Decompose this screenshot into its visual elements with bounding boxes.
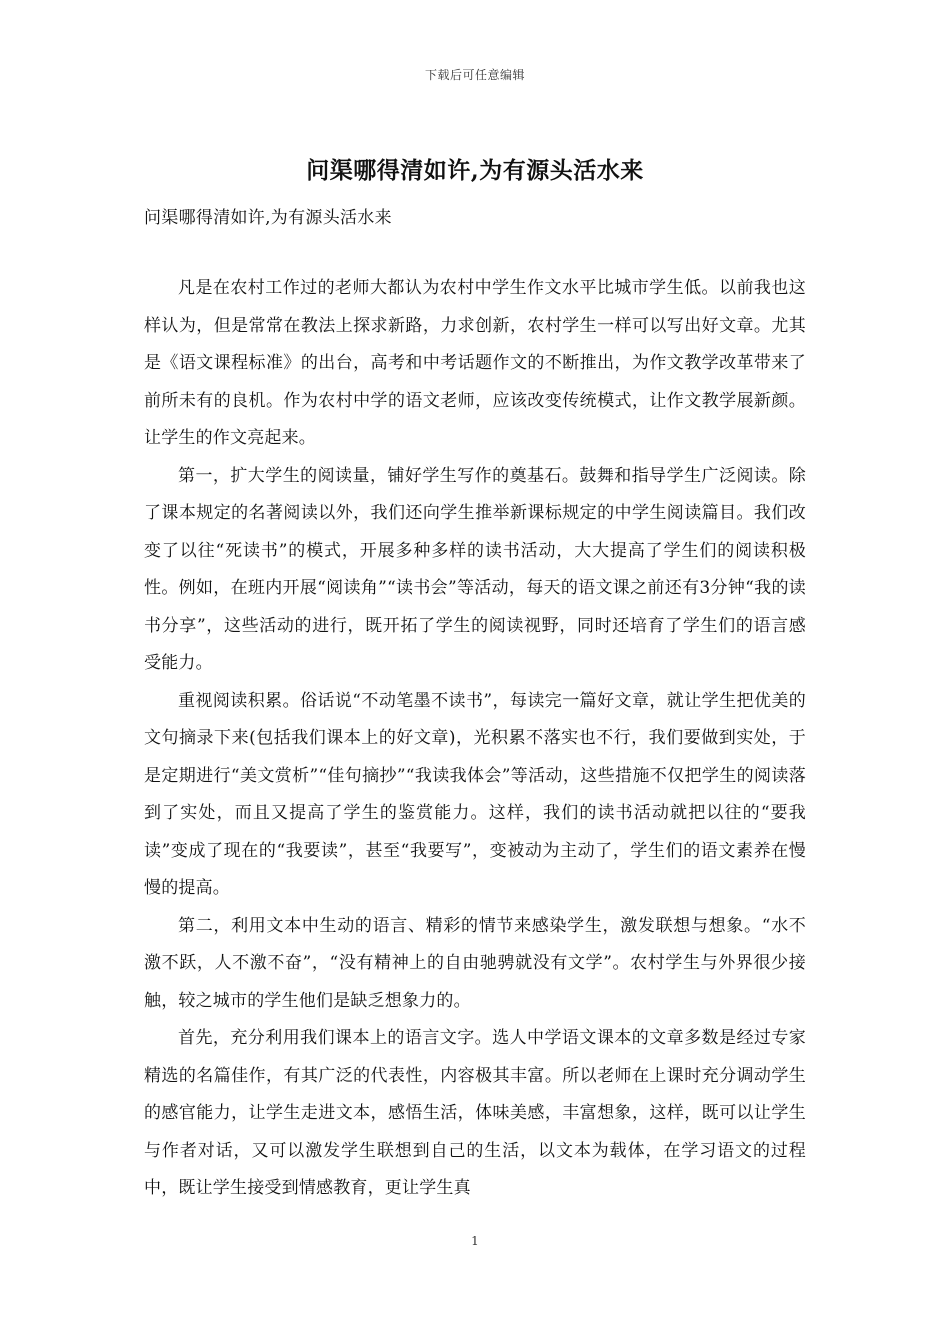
header-note: 下载后可任意编辑	[424, 68, 525, 82]
document-subtitle: 问渠哪得清如许,为有源头活水来	[144, 208, 392, 228]
paragraph-textbook: 首先，充分利用我们课本上的语言文字。选人中学语文课本的文章多数是经过专家精选的名篇佳作，有其广泛的代表性，内容极其丰富。所以老师在上课时充分调动学生的感官能力，让学生走进文本，感悟生活，体味美感，丰富想象，这样，既可以让学生与作者对话，又可以激发学生联想到自己的生活，以文本为载体，在学习语文的过程中，既让学生接受到情感教育，更让学生真	[144, 1028, 806, 1198]
page-number: 1	[471, 1234, 479, 1248]
paragraph-intro: 凡是在农村工作过的老师大都认为农村中学生作文水平比城市学生低。以前我也这样认为，但是常常在教法上探求新路，力求创新，农村学生一样可以写出好文章。尤其是《语文课程标准》的出台，高考和中考话题作文的不断推出，为作文教学改革带来了前所未有的良机。作为农村中学的语文老师，应该改变传统模式，让作文教学展新颜。让学生的作文亮起来。	[144, 278, 806, 448]
document-title: 问渠哪得清如许,为有源头活水来	[306, 157, 644, 184]
paragraph-accumulation: 重视阅读积累。俗话说“不动笔墨不读书”，每读完一篇好文章，就让学生把优美的文句摘录下来(包括我们课本上的好文章)，光积累不落实也不行，我们要做到实处，于是定期进行“美文赏析”“佳句摘抄”“我读我体会”等活动，这些措施不仅把学生的阅读落到了实处，而且又提高了学生的鉴赏能力。这样，我们的读书活动就把以往的“要我读”变成了现在的“我要读”，甚至“我要写”，变被动为主动了，学生们的语文素养在慢慢的提高。	[144, 690, 806, 898]
paragraph-imagination: 第二，利用文本中生动的语言、精彩的情节来感染学生，激发联想与想象。“水不激不跃，人不激不奋”，“没有精神上的自由驰骋就没有文学”。农村学生与外界很少接触，较之城市的学生他们是缺乏想象力的。	[144, 915, 806, 1011]
paragraph-reading: 第一，扩大学生的阅读量，铺好学生写作的奠基石。鼓舞和指导学生广泛阅读。除了课本规定的名著阅读以外，我们还向学生推举新课标规定的中学生阅读篇目。我们改变了以往“死读书”的模式，开展多种多样的读书活动，大大提高了学生们的阅读积极性。例如，在班内开展“阅读角”“读书会”等活动，每天的语文课之前还有3分钟“我的读书分享”，这些活动的进行，既开拓了学生的阅读视野，同时还培育了学生们的语言感受能力。	[144, 465, 806, 673]
document-body	[144, 270, 806, 1208]
